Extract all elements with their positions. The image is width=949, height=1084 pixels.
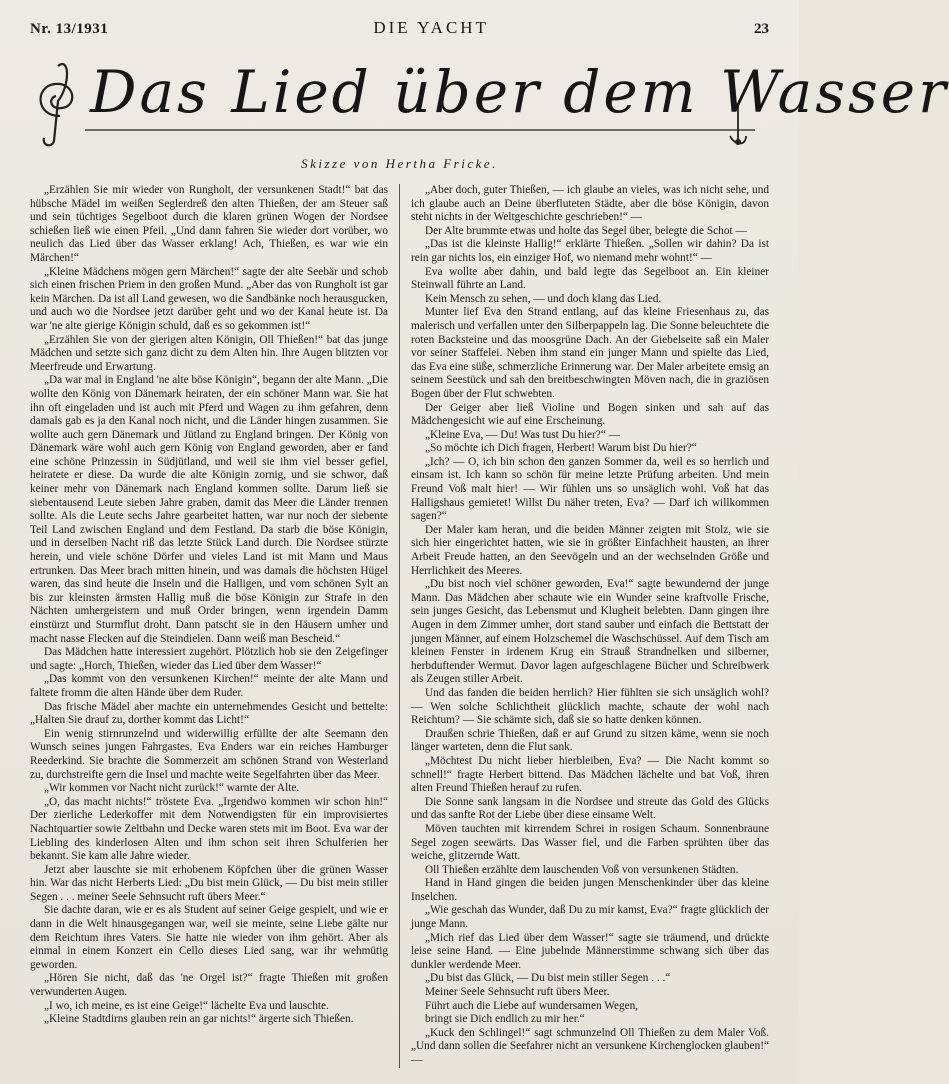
paragraph: „Wie geschah das Wunder, daß Du zu mir kamst, Eva?“ fragte glücklich der junge Mann. — [411, 904, 769, 931]
paragraph: „Da war mal in England 'ne alte böse Königin“, begann der alte Mann. „Die wollte den König von Dänemark heiraten, der ein schöner Mann war. Sie hat ihn oft eingeladen und ist auch mit Pferd und Wagen zu ihm gefahren, denn damals gab es ja den Kanal noch nicht, und die Länder hingen zusammen. Sie wollte auch gern Dänemark und Jütland zu England bringen. Der König von Dänemark wäre wohl auch gern König von England geworden, aber er fand eine schöne Prinzessin in Südjütland, und weil sie ihm viel besser gefiel, heiratete er diese. Da wurde die alte Königin zornig, und sie schwor, daß keiner mehr von Dänemark nach England kommen sollte. Darum ließ sie siebentausend Leute sieben Jahre graben, damit das Meer die Länder trennen sollte. Als die Leute sechs Jahre gearbeitet hatten, war nur noch der siebente Teil Land zwischen England und dem Festland. Da starb die böse Königin, und in derselben Nacht riß das letzte Stück Land durch. Die Nordsee stürzte herein, und viele schöne Dörfer und vieles Land ist mit Mann und Maus ertrunken. Das Meer brach mitten hinein, und was damals die höchsten Hügel waren, das sind heute die Inseln und die Halligen, und vom schönen Sylt an bis zur kleinsten ärmsten Hallig muß die böse Königin zur Strafe in den Nächten umhergeistern und muß Order bringen, wenn irgendein Damm einstürzt und Sturmflut droht. Dann patscht sie in den Häusern umher und macht nasse Flecken auf die Steindielen. Dann weiß man Bescheid.“ — [30, 374, 388, 645]
paragraph: „O, das macht nichts!“ tröstete Eva. „Irgendwo kommen wir schon hin!“ Der zierliche Lederkoffer mit dem Notwendigsten für ein improvisiertes Nachtquartier sowie Zeltbahn und Decke waren stets mit im Boot. Eva war der Liebling des kinderlosen Alten und ihm schon seit ihren Schulferien her bekannt. Sie kam alle Jahre wieder. — [30, 795, 388, 863]
page-header — [30, 18, 769, 40]
paragraph: „So möchte ich Dich fragen, Herbert! Warum bist Du hier?“ — [425, 442, 697, 455]
paragraph: „Mich rief das Lied über dem Wasser!“ sagte sie träumend, und drückte leise seine Hand. — Eine jubelnde Männerstimme schwang sich über das dunkler werdende Meer. — [411, 931, 769, 971]
paragraph: „Hören Sie nicht, daß das 'ne Orgel ist?“ fragte Thießen mit großen verwunderten Augen. — [30, 972, 388, 999]
column-divider — [399, 184, 400, 1068]
paragraph: Jetzt aber lauschte sie mit erhobenem Köpfchen über die grünen Wasser hin. War das nicht Herberts Lied: „Du bist mein Glück, — Du bist mein stiller Segen . . . meiner Seele Sehnsucht ruft übers Meer.“ — [30, 863, 388, 903]
paragraph: Sie dachte daran, wie er es als Student auf seiner Geige gespielt, und wie er dann in die Welt hinausgegangen war, weil sie meinte, seine Liebe gälte nur dem Reichtum ihres Vaters. Sie hatte nie wieder von ihm gehört. Aber als einmal in einem Konzert ein Cello dieses Lied sang, war ihr wehmütig geworden. — [30, 904, 388, 971]
right-column — [411, 184, 769, 1068]
paragraph: Munter lief Eva den Strand entlang, auf das kleine Friesenhaus zu, das malerisch und verfallen unter den Silberpappeln lag. Die Sonne beleuchtete die roten Backsteine und das moosgrüne Dach. An der Giebelseite saß ein Maler vor seiner Staffelei. Neben ihm stand ein junger Mann und spielte das Lied, das Eva eine süße, schmerzliche Erinnerung war. Der Maler arbeitete emsig an seinem Seestück und sah den breitbeschwingten Möven nach, die in graziösen Bogen über der Flut schwebten. — [411, 306, 769, 400]
paragraph: Ein wenig stirnrunzelnd und widerwillig erfüllte der alte Seemann den Wunsch seines jungen Fahrgastes. Eva Enders war ein reiches Hamburger Reederkind. Sie brachte die Sommerzeit am schönen Strand von Westerland zu, durchstreifte gern die Insel und machte weite Segelfahrten über das Meer. — [30, 727, 388, 781]
paragraph: „Erzählen Sie mir wieder von Rungholt, der versunkenen Stadt!“ bat das hübsche Mädel im weißen Seglerdreß den alten Thießen, der am Steuer saß und sein tüchtiges Segelboot durch die klaren grünen Wogen der Nordsee schießen ließ wie einen Pfeil. „Und dann fahren Sie wieder dort vorüber, wo neulich das Lied über das Wasser erklang! Ach, Thießen, es war wie ein Märchen!“ — [30, 184, 388, 264]
paragraph: „Du bist noch viel schöner geworden, Eva!“ sagte bewundernd der junge Mann. Das Mädchen aber schaute wie ein Wunder seine kraftvolle Frische, sein junges Gesicht, das Lebensmut und Klugheit belebten. Dann gingen ihre Augen in dem Zimmer umher, dort stand sauber und einfach die Bettstatt der jungen Männer, auf einem Holzschemel die Waschschüssel. Auf dem Tisch am kleinen Fenster in irdenem Krug ein Strauß Strandnelken und silberner, herbduftender Wermut. Davor lagen aufgeschlagene Bücher und Schreibwerk als Zeugen stiller Arbeit. — [411, 578, 769, 686]
paragraph: „Kuck den Schlingel!“ sagt schmunzelnd Oll Thießen zu dem Maler Voß. „Und dann sollen die Seefahrer nicht an versunkene Kirchenglocken glauben!“ — — [411, 1026, 769, 1066]
paragraph: „Ich? — O, ich bin schon den ganzen Sommer da, weil es so herrlich und einsam ist. Ich kann so schön für meine letzte Prüfung arbeiten. Und mein Freund Voß malt hier! — Wir fühlen uns so unsäglich wohl. Voß hat das Halligshaus gemietet! Willst Du näher treten, Eva? — Darf ich willkommen sagen?“ — [411, 455, 769, 523]
magazine-name: DIE YACHT — [373, 18, 489, 37]
paragraph: „Kleine Stadtdirns glauben rein an gar nichts!“ ärgerte sich Thießen. — [44, 1013, 354, 1026]
paragraph: Kein Mensch zu sehen, — und doch klang das Lied. — [425, 292, 662, 305]
paragraph: Das Mädchen hatte interessiert zugehört. Plötzlich hob sie den Zeigefinger und sagte: „Horch, Thießen, wieder das Lied über dem Wasser!“ — [30, 646, 388, 672]
paragraph: Führt auch die Liebe auf wundersamen Wegen, — [425, 999, 639, 1012]
paragraph: Der Geiger aber ließ Violine und Bogen sinken und sah auf das Mädchengesicht wie auf eine Erscheinung. — [411, 401, 769, 428]
paragraph: Der Maler kam heran, und die beiden Männer zeigten mit Stolz, wie sie sich hier eingerichtet hatten, wie sie in größter Einfachheit hausten, an ihrer Arbeit Freude hatten, an den Seevögeln und an der wechselnden Größe und Herrlichkeit des Meeres. — [411, 523, 769, 577]
paragraph: Und das fanden die beiden herrlich? Hier fühlten sie sich unsäglich wohl? — Wen solche Schlichtheit glücklich machte, schaute der wohl nach Reichtum? — Sie schämte sich, daß sie so hatte denken können. — [411, 686, 769, 727]
paragraph: „Kleine Eva, — Du! Was tust Du hier?“ — — [425, 428, 620, 441]
paragraph: „Erzählen Sie von der gierigen alten Königin, Oll Thießen!“ bat das junge Mädchen und setzte sich ganz dicht zu dem Alten hin. Ihre Augen blitzten vor Meerfreude und Erwartung. — [30, 333, 388, 373]
title-banner — [30, 46, 949, 154]
article-title: Das Lied über dem Wasser — [90, 58, 949, 126]
page-number: 23 — [754, 21, 769, 37]
paragraph: „Wir kommen vor Nacht nicht zurück!“ warnte der Alte. — [44, 782, 300, 795]
paragraph: Der Alte brummte etwas und holte das Segel über, belegte die Schot — — [425, 224, 747, 237]
paragraph: „Aber doch, guter Thießen, — ich glaube an vieles, was ich nicht sehe, und ich glaube auch an Deine überfluteten Städte, aber die böse Königin, davon steht nichts in der Weltgeschichte geschrieben!“ — — [411, 184, 769, 224]
paragraph: Die Sonne sank langsam in die Nordsee und streute das Gold des Glücks und das sanfte Rot der Liebe über diese einsame Welt. — [411, 795, 769, 822]
issue-number: Nr. 13/1931 — [30, 21, 109, 37]
paragraph: „Das kommt von den versunkenen Kirchen!“ meinte der alte Mann und faltete fromm die alten Hände über dem Ruder. — [30, 673, 388, 699]
paragraph: „Kleine Mädchens mögen gern Märchen!“ sagte der alte Seebär und schob sich einen frischen Priem in den großen Mund. „Aber das von Rungholt ist gar kein Märchen. Da ist all Land gewesen, wo die Sandbänke noch herausgucken, und auch wo die Nordsee jetzt darüber geht und wo der Kanal heute ist. Da war 'ne alte gierige Königin schuld, daß es so gekommen ist!“ — [30, 265, 388, 332]
paragraph: bringt sie Dich endlich zu mir her.“ — [425, 1013, 585, 1026]
article-byline: Skizze von Hertha Fricke. — [301, 156, 498, 171]
paragraph: Das frische Mädel aber machte ein unternehmendes Gesicht und bettelte: „Halten Sie drauf zu, dorther kommt das Licht!“ — [30, 700, 388, 727]
left-column — [30, 184, 388, 1068]
paragraph: Möven tauchten mit kirrendem Schrei in rosigen Schaum. Sonnenbraune Segel zogen seewärts. Das Wasser fiel, und die Farben sprühten über das weiche, glitzernde Watt. — [411, 822, 769, 863]
paragraph: „Du bist das Glück, — Du bist mein stiller Segen . . .“ — [425, 972, 671, 985]
paragraph: Meiner Seele Sehnsucht ruft übers Meer. — [425, 986, 610, 999]
article-body — [30, 184, 769, 1068]
paragraph: Oll Thießen erzählte dem lauschenden Voß von versunkenen Städten. — [425, 863, 739, 876]
paragraph: „Möchtest Du nicht lieber hierbleiben, Eva? — Die Nacht kommt so schnell!“ fragte Herbert bittend. Das Mädchen lächelte und bat Voß, ihren alten Freund Thießen herauf zu rufen. — [411, 754, 769, 795]
paragraph: Hand in Hand gingen die beiden jungen Menschenkinder über das kleine Inselchen. — [411, 877, 769, 903]
paragraph: „Das ist die kleinste Hallig!“ erklärte Thießen. „Sollen wir dahin? Da ist rein gar nichts los, ein einziger Hof, wo niemand mehr wohnt!“ — — [411, 238, 769, 264]
paragraph: „I wo, ich meine, es ist eine Geige!“ lächelte Eva und lauschte. — [44, 999, 329, 1012]
paragraph: Draußen schrie Thießen, daß er auf Grund zu sitzen käme, wenn sie noch länger warteten, denn die Flut sank. — [411, 727, 769, 754]
paragraph: Eva wollte aber dahin, und bald legte das Segelboot an. Ein kleiner Steinwall führte an Land. — [411, 265, 769, 292]
